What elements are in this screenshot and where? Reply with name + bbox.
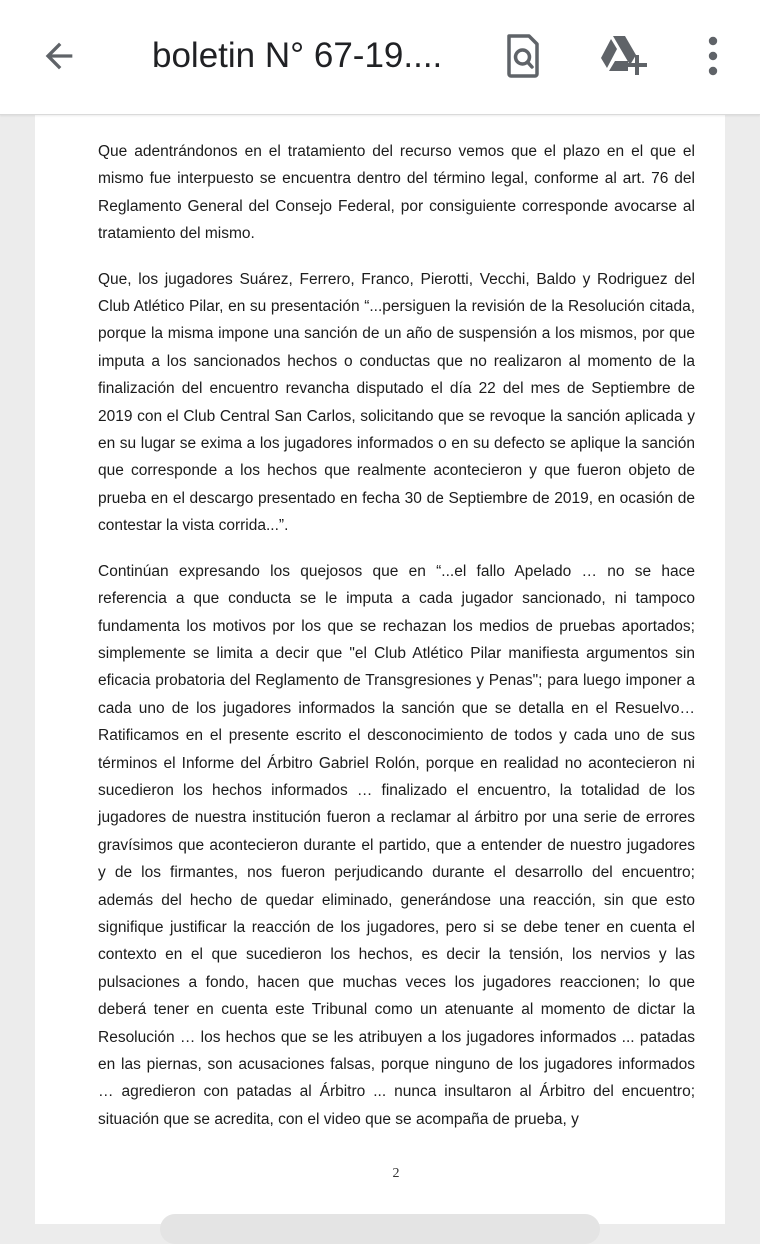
paragraph: Que adentrándonos en el tratamiento del recurso vemos que el plazo en el que el mismo fue interpuesto se encuentra dentro del término legal, conforme al art. 76 del Reglamento General del Consejo Federal, por consiguiente corresponde avocarse al tratamiento del mismo.	[98, 143, 695, 243]
more-vert-icon	[706, 36, 720, 76]
more-options-button[interactable]	[684, 27, 742, 85]
page-number: 2	[392, 1166, 400, 1181]
back-button[interactable]	[30, 27, 88, 85]
find-in-document-icon	[503, 34, 543, 78]
page-text	[98, 138, 695, 1151]
paragraph: Continúan expresando los quejosos que en “...el fallo Apelado … no se hace referencia a que conducta se le imputa a cada jugador sancionado, ni tampoco fundamenta los motivos por los que se rechazan los medios de pruebas aportados; simplemente se limita a decir que "el Club Atlético Pilar manifiesta argumentos sin eficacia probatoria del Reglamento de Transgresiones y Penas"; para luego imponer a cada uno de los jugadores informados la sanción que se detalla en el Resuelvo… Ratificamos en el presente escrito el desconocimiento de todos y cada uno de sus términos el Informe del Árbitro Gabriel Rolón, porque en realidad no acontecieron ni sucedieron los hechos informados … finalizado el encuentro, la totalidad de los jugadores de nuestra institución fueron a reclamar al árbitro por una serie de errores gravísimos que acontecieron durante el partido, que a entender de nuestro jugadores y de los firmantes, nos fueron perjudicando durante el desarrollo del encuentro; además del hecho de quedar eliminado, generándose una reacción, sin que esto signifique justificar la reacción de los jugadores, pero si se debe tener en cuenta el contexto en el que sucedieron los hechos, es decir la tensión, los nervios y las pulsaciones a fondo, hacen que muchas veces los jugadores reaccionen; lo que deberá tener en cuenta este Tribunal como un atenuante al momento de dictar la Resolución … los hechos que se les atribuyen a los jugadores informados ... patadas en las piernas, son acusaciones falsas, porque ninguno de los jugadores informados … agredieron con patadas al Árbitro ... nunca insultaron al Árbitro del encuentro; situación que se acredita, con el video que se acompaña de prueba, y	[98, 562, 695, 1128]
document-title: boletin N° 67-19....	[152, 36, 443, 75]
arrow-back-icon	[39, 36, 79, 76]
app-toolbar	[0, 0, 760, 115]
next-page-preview	[160, 1214, 600, 1244]
find-in-document-button[interactable]	[494, 27, 552, 85]
paragraph: Que, los jugadores Suárez, Ferrero, Franco, Pierotti, Vecchi, Baldo y Rodriguez del Club Atlético Pilar, en su presentación “...persiguen la revisión de la Resolución citada, porque la misma impone una sanción de un año de suspensión a los mismos, por que imputa a los sancionados hechos o conductas que no realizaron al momento de la finalización del encuentro revancha disputado el día 22 del mes de Septiembre de 2019 con el Club Central San Carlos, solicitando que se revoque la sanción aplicada y en su lugar se exima a los jugadores informados o en su defecto se aplique la sanción que corresponde a los hechos que realmente acontecieron y que fueron objeto de prueba en el descargo presentado en fecha 30 de Septiembre de 2019, en ocasión de contestar la vista corrida...”.	[98, 270, 695, 535]
add-to-drive-button[interactable]	[595, 27, 653, 85]
add-to-drive-icon	[598, 34, 650, 78]
pdf-page	[35, 114, 725, 1224]
